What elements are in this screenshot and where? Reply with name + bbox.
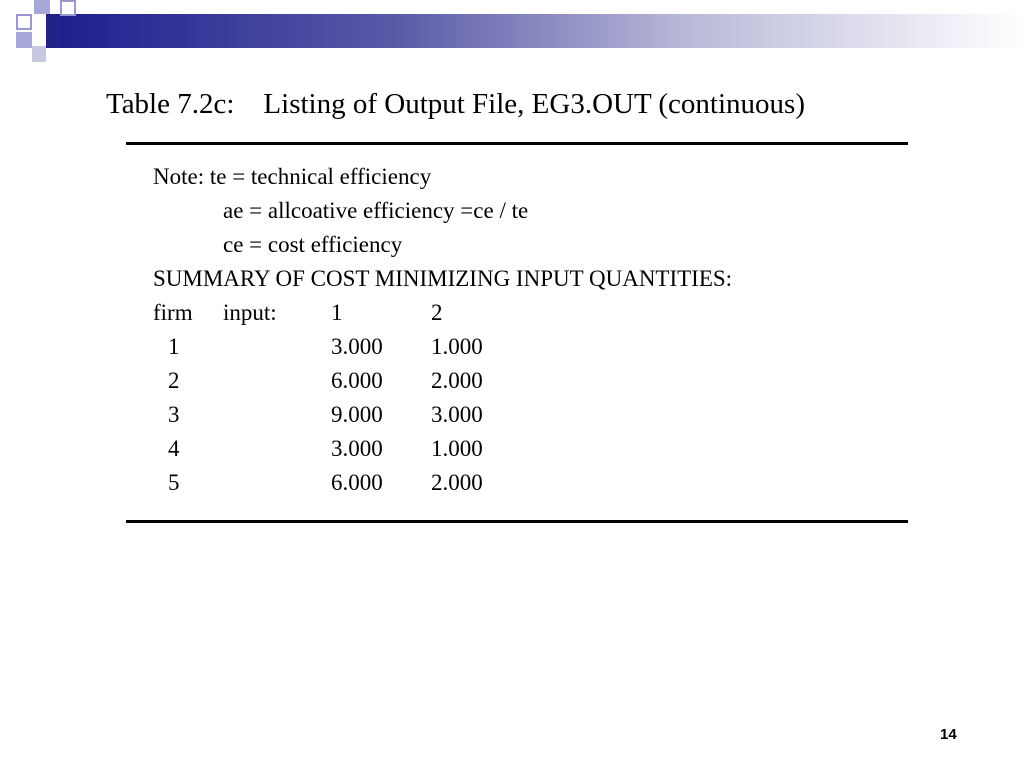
table-cell-input1: 6.000: [331, 368, 383, 393]
table-cell-input2: 1.000: [431, 436, 483, 461]
table-cell-firm: 4: [168, 436, 180, 461]
page-number: 14: [940, 726, 957, 743]
note-line: Note: te = technical efficiency: [153, 164, 432, 189]
slide-title: Table 7.2c: Listing of Output File, EG3.OUT (continuous): [106, 88, 805, 120]
table-cell-firm: 5: [168, 470, 180, 495]
decor-square-gray: [32, 46, 46, 62]
table-header-col2: 2: [431, 300, 443, 325]
table-cell-firm: 3: [168, 402, 180, 427]
table-cell-input1: 3.000: [331, 436, 383, 461]
table-cell-input1: 9.000: [331, 402, 383, 427]
decor-square-lavender: [16, 32, 32, 48]
table-cell-input1: 3.000: [331, 334, 383, 359]
note-line: ae = allcoative efficiency =ce / te: [223, 198, 529, 223]
header-gradient-bar: [60, 14, 1024, 48]
decor-square-outline: [16, 14, 32, 30]
bottom-rule: [126, 520, 908, 523]
table-cell-input1: 6.000: [331, 470, 383, 495]
table-cell-input2: 2.000: [431, 368, 483, 393]
decor-square-lavender: [34, 0, 50, 14]
table-cell-input2: 1.000: [431, 334, 483, 359]
table-header-firm: firm: [153, 300, 193, 325]
decor-square-navy: [46, 14, 60, 48]
table-header-input: input:: [223, 300, 277, 325]
table-cell-input2: 2.000: [431, 470, 483, 495]
table-cell-firm: 2: [168, 368, 180, 393]
top-rule: [126, 142, 908, 145]
table-cell-input2: 3.000: [431, 402, 483, 427]
table-cell-firm: 1: [168, 334, 180, 359]
note-line: ce = cost efficiency: [223, 232, 403, 257]
summary-heading: SUMMARY OF COST MINIMIZING INPUT QUANTITIES:: [153, 266, 733, 291]
decor-square-outline: [60, 0, 76, 16]
table-header-col1: 1: [331, 300, 343, 325]
